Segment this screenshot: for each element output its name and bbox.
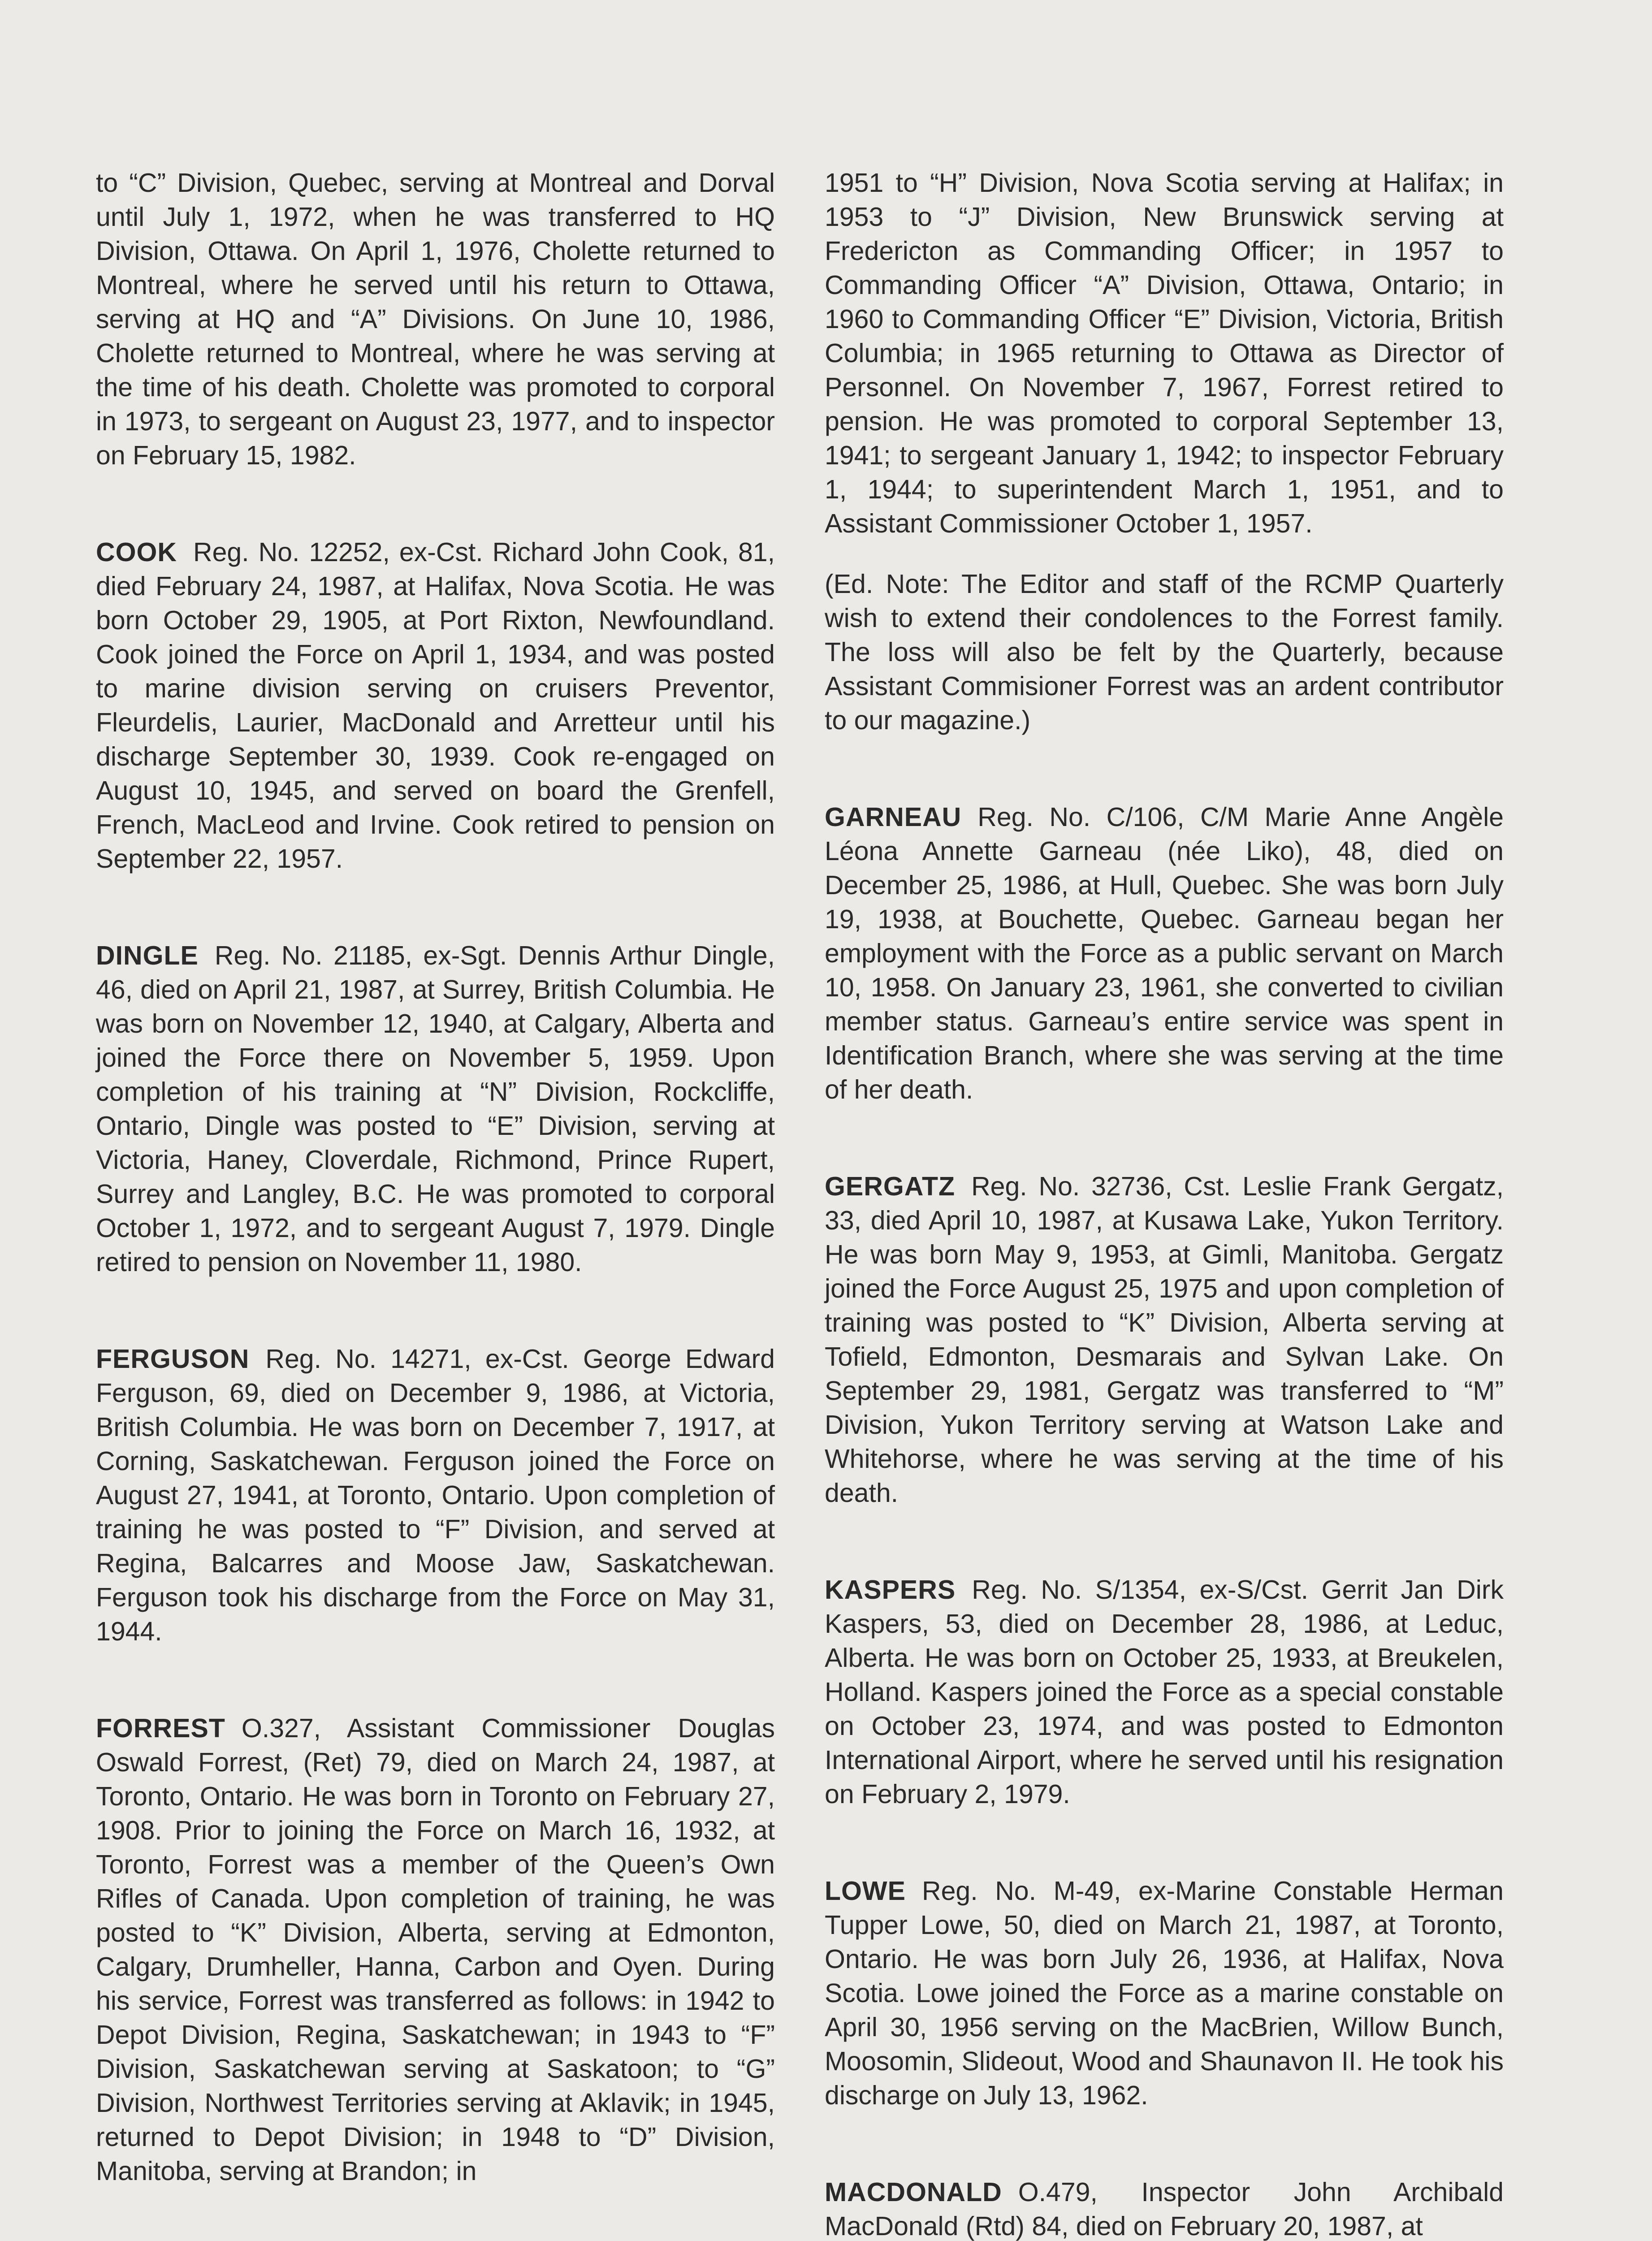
obituary-entry-macdonald — [825, 2175, 1504, 2241]
entry-surname: GERGATZ — [825, 1172, 956, 1201]
entry-surname: GARNEAU — [825, 802, 962, 832]
entry-surname: MACDONALD — [825, 2177, 1002, 2207]
obituary-entry-garneau — [825, 800, 1504, 1107]
continuation-paragraph — [825, 166, 1504, 541]
obituary-entry-gergatz — [825, 1169, 1504, 1510]
entry-text: Reg. No. 32736, Cst. Leslie Frank Gergatz, 33, died April 10, 1987, at Kusawa Lake, Yukon Territory. He was born May 9, 1953, at Gimli, Manitoba. Gergatz joined the Force August 25, 1975 and upon completion of training was posted to “K” Division, Alberta serving at Tofield, Edmonton, Desmarais and Sylvan Lake. On September 29, 1981, Gergatz was transferred to “M” Division, Yukon Territory serving at Watson Lake and Whitehorse, where he was serving at the time of his death. — [825, 1172, 1504, 1508]
entry-text: Reg. No. 12252, ex-Cst. Richard John Cook, 81, died February 24, 1987, at Halifax, Nova Scotia. He was born October 29, 1905, at Port Rixton, Newfoundland. Cook joined the Force on April 1, 1934, and was posted to marine division serving on cruisers Preventor, Fleurdelis, Laurier, MacDonald and Arretteur until his discharge September 30, 1939. Cook re-engaged on August 10, 1945, and served on board the Grenfell, French, MacLeod and Irvine. Cook retired to pension on September 22, 1957. — [96, 537, 775, 874]
obituary-entry-lowe — [825, 1874, 1504, 2112]
obituary-entry-forrest — [96, 1711, 775, 2188]
entry-text: Reg. No. 21185, ex-Sgt. Dennis Arthur Dingle, 46, died on April 21, 1987, at Surrey, British Columbia. He was born on November 12, 1940, at Calgary, Alberta and joined the Force there on November 5, 1959. Upon completion of his training at “N” Division, Rockcliffe, Ontario, Dingle was posted to “E” Division, serving at Victoria, Haney, Cloverdale, Richmond, Prince Rupert, Surrey and Langley, B.C. He was promoted to corporal October 1, 1972, and to sergeant August 7, 1979. Dingle retired to pension on November 11, 1980. — [96, 941, 775, 1277]
continuation-paragraph — [96, 166, 775, 472]
entry-text: O.327, Assistant Commissioner Douglas Oswald Forrest, (Ret) 79, died on March 24, 1987, at Toronto, Ontario. He was born in Toronto on February 27, 1908. Prior to joining the Force on March 16, 1932, at Toronto, Forrest was a member of the Queen’s Own Rifles of Canada. Upon completion of training, he was posted to “K” Division, Alberta, serving at Edmonton, Calgary, Drumheller, Hanna, Carbon and Oyen. During his service, Forrest was transferred as follows: in 1942 to Depot Division, Regina, Saskatchewan; in 1943 to “F” Division, Saskatchewan serving at Saskatoon; to “G” Division, Northwest Territories serving at Aklavik; in 1945, returned to Depot Division; in 1948 to “D” Division, Manitoba, serving at Brandon; in — [96, 1713, 775, 2186]
obituary-entry-ferguson — [96, 1342, 775, 1648]
obituary-entry-dingle — [96, 939, 775, 1279]
entry-surname: DINGLE — [96, 941, 199, 970]
editor-note — [825, 567, 1504, 737]
entry-text: Reg. No. S/1354, ex-S/Cst. Gerrit Jan Dirk Kaspers, 53, died on December 28, 1986, at Leduc, Alberta. He was born on October 25, 1933, at Breukelen, Holland. Kaspers joined the Force as a special constable on October 23, 1974, and was posted to Edmonton International Airport, where he served until his resignation on February 2, 1979. — [825, 1575, 1504, 1809]
entry-surname: LOWE — [825, 1876, 906, 1906]
left-column — [96, 166, 775, 2241]
continuation-text: 1951 to “H” Division, Nova Scotia serving at Halifax; in 1953 to “J” Division, New Brunswick serving at Fredericton as Commanding Officer; in 1957 to Commanding Officer “A” Division, Ottawa, Ontario; in 1960 to Commanding Officer “E” Division, Victoria, British Columbia; in 1965 returning to Ottawa as Director of Personnel. On November 7, 1967, Forrest retired to pension. He was promoted to corporal September 13, 1941; to sergeant January 1, 1942; to inspector February 1, 1944; to superintendent March 1, 1951, and to Assistant Commissioner October 1, 1957. — [825, 168, 1504, 538]
entry-text: Reg. No. M-49, ex-Marine Constable Herman Tupper Lowe, 50, died on March 21, 1987, at Toronto, Ontario. He was born July 26, 1936, at Halifax, Nova Scotia. Lowe joined the Force as a marine constable on April 30, 1956 serving on the MacBrien, Willow Bunch, Moosomin, Slideout, Wood and Shaunavon II. He took his discharge on July 13, 1962. — [825, 1876, 1504, 2110]
entry-surname: FERGUSON — [96, 1344, 250, 1374]
obituary-entry-cook — [96, 535, 775, 876]
entry-text: Reg. No. 14271, ex-Cst. George Edward Ferguson, 69, died on December 9, 1986, at Victoria, British Columbia. He was born on December 7, 1917, at Corning, Saskatchewan. Ferguson joined the Force on August 27, 1941, at Toronto, Ontario. Upon completion of training he was posted to “F” Division, and served at Regina, Balcarres and Moose Jaw, Saskatchewan. Ferguson took his discharge from the Force on May 31, 1944. — [96, 1344, 775, 1646]
continuation-text: to “C” Division, Quebec, serving at Montreal and Dorval until July 1, 1972, when he was transferred to HQ Division, Ottawa. On April 1, 1976, Cholette returned to Montreal, where he served until his return to Ottawa, serving at HQ and “A” Divisions. On June 10, 1986, Cholette returned to Montreal, where he was serving at the time of his death. Cholette was promoted to corporal in 1973, to sergeant on August 23, 1977, and to inspector on February 15, 1982. — [96, 168, 775, 470]
entry-surname: KASPERS — [825, 1575, 956, 1605]
entry-text: Reg. No. C/106, C/M Marie Anne Angèle Léona Annette Garneau (née Liko), 48, died on December 25, 1986, at Hull, Quebec. She was born July 19, 1938, at Bouchette, Quebec. Garneau began her employment with the Force as a public servant on March 10, 1958. On January 23, 1961, she converted to civilian member status. Garneau’s entire service was spent in Identification Branch, where she was serving at the time of her death. — [825, 802, 1504, 1104]
right-column — [825, 166, 1504, 2241]
obituary-entry-kaspers — [825, 1573, 1504, 1811]
entry-surname: COOK — [96, 537, 177, 567]
entry-text: O.479, Inspector John Archibald MacDonald (Rtd) 84, died on February 20, 1987, at — [825, 2177, 1504, 2241]
editor-note-text: (Ed. Note: The Editor and staff of the RCMP Quarterly wish to extend their condolences to the Forrest family. The loss will also be felt by the Quarterly, because Assistant Commisioner Forrest was an ardent contributor to our magazine.) — [825, 569, 1504, 735]
entry-surname: FORREST — [96, 1713, 225, 1743]
